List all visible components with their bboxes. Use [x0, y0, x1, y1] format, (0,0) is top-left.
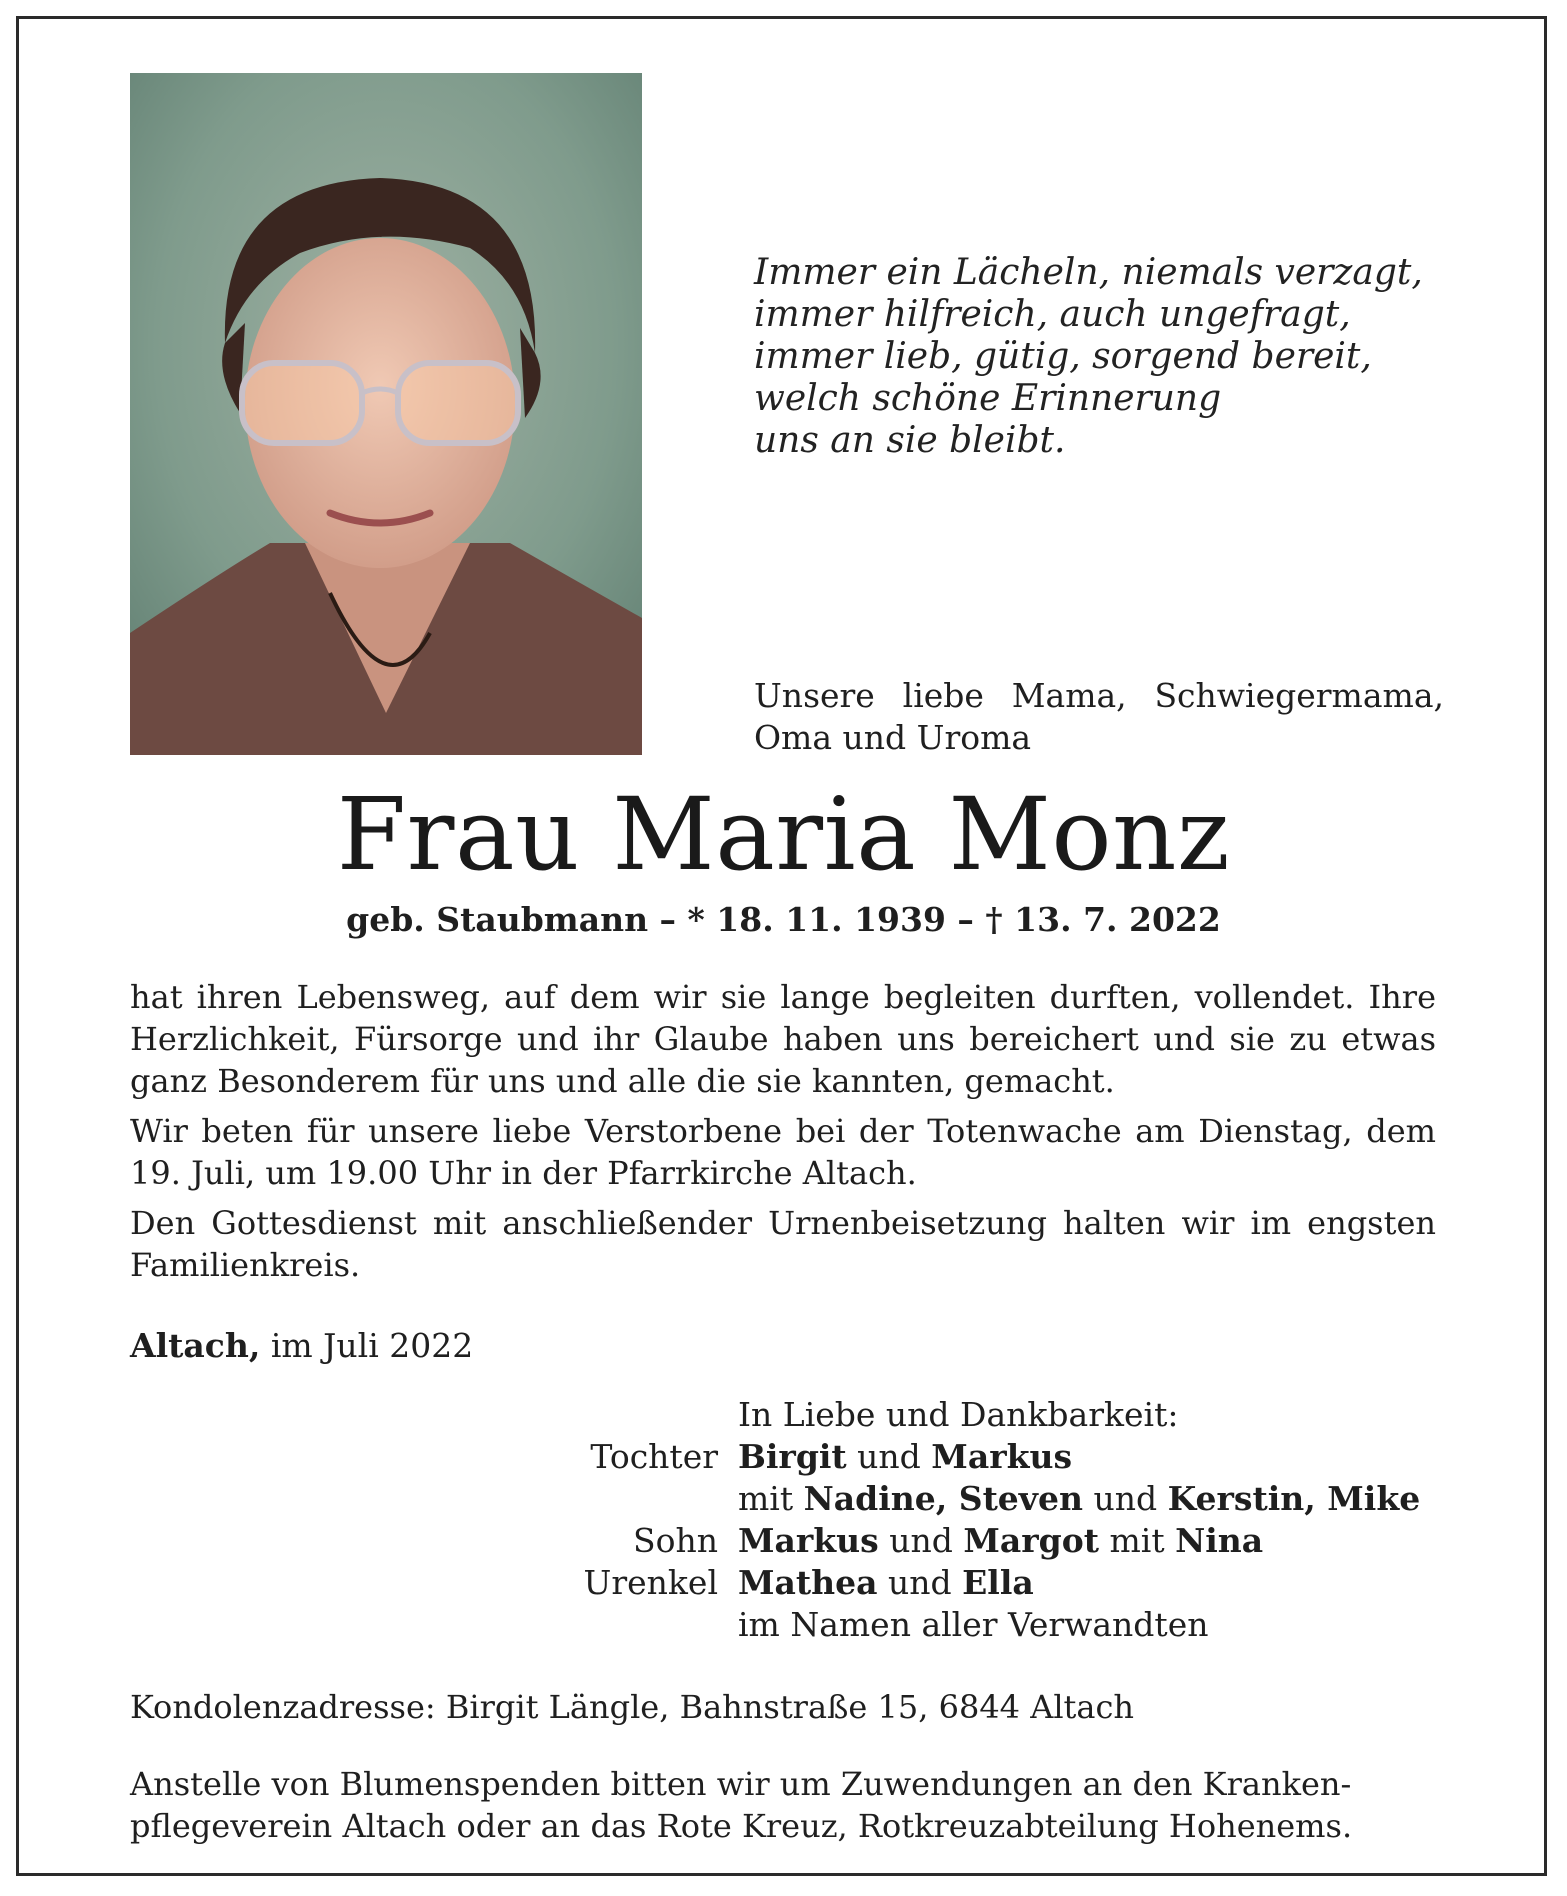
- connector: und: [878, 1521, 964, 1560]
- paragraph: Wir beten für unsere liebe Verstorbene bei der Totenwache am Dienstag, dem 19. Juli, um 19.00 Uhr in der Pfarrkirche Altach.: [130, 1112, 1436, 1192]
- intro-word: Unsere: [754, 676, 875, 715]
- family-row-urenkel: [540, 1562, 1460, 1604]
- family-row-grandchildren: [540, 1478, 1460, 1520]
- family-row-closing: [540, 1604, 1460, 1646]
- obituary-text: [130, 976, 1436, 1294]
- intro-word: Schwiegermama,: [1154, 676, 1444, 715]
- family-heading-row: [540, 1394, 1460, 1436]
- connector: und: [846, 1437, 932, 1476]
- donation-line: pflegeverein Altach oder an das Rote Kreuz, Rotkreuzabteilung Hohenems.: [130, 1807, 1353, 1845]
- family-heading: In Liebe und Dankbarkeit:: [738, 1395, 1179, 1434]
- family-row-tochter: [540, 1436, 1460, 1478]
- place-date: [130, 1325, 473, 1367]
- relation-label: Urenkel: [583, 1563, 718, 1602]
- connector: und: [1082, 1479, 1168, 1518]
- person-name: Nadine, Steven: [803, 1479, 1083, 1518]
- intro-line-1: [754, 675, 1444, 717]
- relation-label: Tochter: [590, 1437, 718, 1476]
- person-name: Markus: [931, 1437, 1073, 1476]
- intro-text: [754, 675, 1444, 759]
- intro-word: liebe: [902, 676, 984, 715]
- family-closing: im Namen aller Verwandten: [738, 1605, 1209, 1644]
- person-name: Nina: [1175, 1521, 1264, 1560]
- memorial-poem: [754, 252, 1454, 462]
- poem-line: uns an sie bleibt.: [754, 420, 1066, 461]
- poem-line: immer lieb, gütig, sorgend bereit,: [754, 336, 1372, 377]
- paragraph: hat ihren Lebensweg, auf dem wir sie lange begleiten durften, vollendet. Ihre Herzlichkeit, Fürsorge und ihr Glaube haben uns bereichert und sie zu etwas ganz Besonderem für uns und alle die sie kannten, gemacht.: [130, 978, 1436, 1100]
- person-name: Markus: [738, 1521, 879, 1560]
- donation-line: Anstelle von Blumenspenden bitten wir um Zuwendungen an den Kranken-: [130, 1765, 1352, 1803]
- person-name: Ella: [962, 1563, 1034, 1602]
- intro-line-2: Oma und Uroma: [754, 718, 1032, 757]
- deceased-name: Frau Maria Monz: [336, 776, 1231, 893]
- birth-death-dates: geb. Staubmann – * 18. 11. 1939 – † 13. 7. 2022: [346, 900, 1221, 939]
- portrait-photo: [130, 73, 642, 755]
- place: Altach,: [130, 1326, 261, 1365]
- mourners-list: [540, 1394, 1460, 1646]
- poem-line: welch schöne Erinnerung: [754, 378, 1222, 419]
- poem-line: Immer ein Lächeln, niemals verzagt,: [754, 252, 1423, 293]
- date: im Juli 2022: [260, 1326, 474, 1365]
- donation-note: [130, 1763, 1436, 1847]
- family-row-sohn: [540, 1520, 1460, 1562]
- connector: mit: [1099, 1521, 1176, 1560]
- paragraph: Den Gottesdienst mit anschließender Urnenbeisetzung halten wir im engsten Familienkreis.: [130, 1204, 1436, 1284]
- person-name: Kerstin, Mike: [1167, 1479, 1421, 1518]
- person-name: Birgit: [738, 1437, 847, 1476]
- person-name: Margot: [963, 1521, 1099, 1560]
- connector: mit: [738, 1479, 804, 1518]
- poem-line: immer hilfreich, auch ungefragt,: [754, 294, 1351, 335]
- intro-word: Mama,: [1011, 676, 1127, 715]
- relation-label: Sohn: [633, 1521, 718, 1560]
- person-name: Mathea: [738, 1563, 878, 1602]
- condolence-address: Kondolenzadresse: Birgit Längle, Bahnstraße 15, 6844 Altach: [130, 1688, 1135, 1726]
- connector: und: [877, 1563, 963, 1602]
